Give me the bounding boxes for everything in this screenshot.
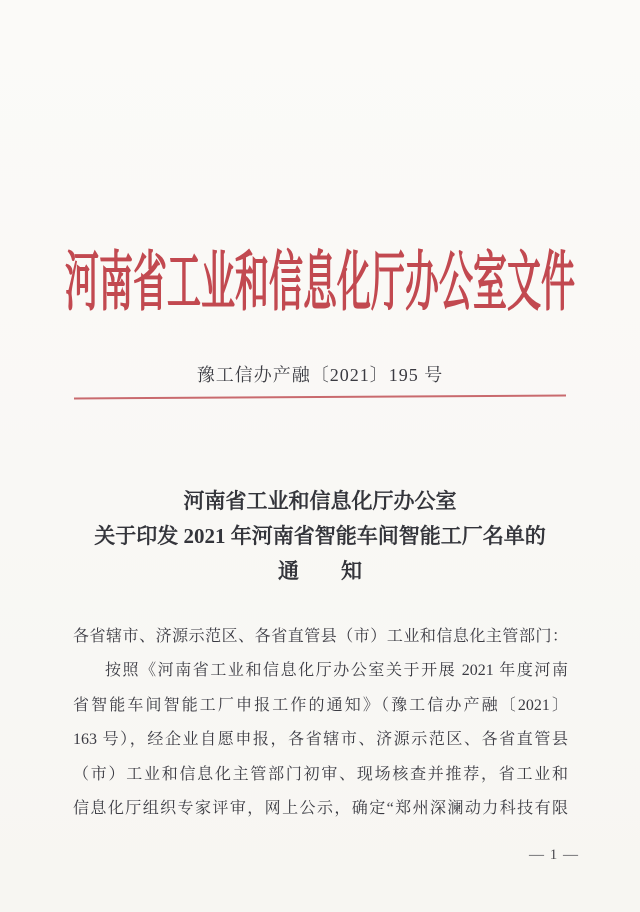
document-title bbox=[0, 484, 640, 589]
body-line: 信息化厅组织专家评审，网上公示，确定“郑州深澜动力科技有限 bbox=[73, 799, 568, 817]
page-number: — 1 — bbox=[529, 847, 579, 863]
title-line-2: 关于印发 2021 年河南省智能车间智能工厂名单的 bbox=[94, 524, 546, 548]
body-line-salutation: 各省辖市、济源示范区、各省直管县（市）工业和信息化主管部门： bbox=[73, 628, 568, 645]
body-line: 按照《河南省工业和信息化厅办公室关于开展 2021 年度河南 bbox=[105, 662, 568, 680]
red-header-banner bbox=[0, 249, 640, 320]
document-number: 豫工信办产融〔2021〕195 号 bbox=[196, 365, 444, 385]
body-line: 163 号），经企业自愿申报，各省辖市、济源示范区、各省直管县 bbox=[73, 731, 568, 749]
document-body bbox=[73, 620, 568, 826]
body-line: （市）工业和信息化主管部门初审、现场核查并推荐，省工业和 bbox=[73, 765, 568, 783]
title-line-3: 通 知 bbox=[278, 559, 362, 583]
red-header-text: 河南省工业和信息化厅办公室文件 bbox=[65, 249, 575, 320]
body-line: 省智能车间智能工厂申报工作的通知》（豫工信办产融〔2021〕 bbox=[73, 696, 568, 714]
red-separator-line bbox=[74, 394, 566, 399]
title-line-1: 河南省工业和信息化厅办公室 bbox=[183, 489, 457, 513]
